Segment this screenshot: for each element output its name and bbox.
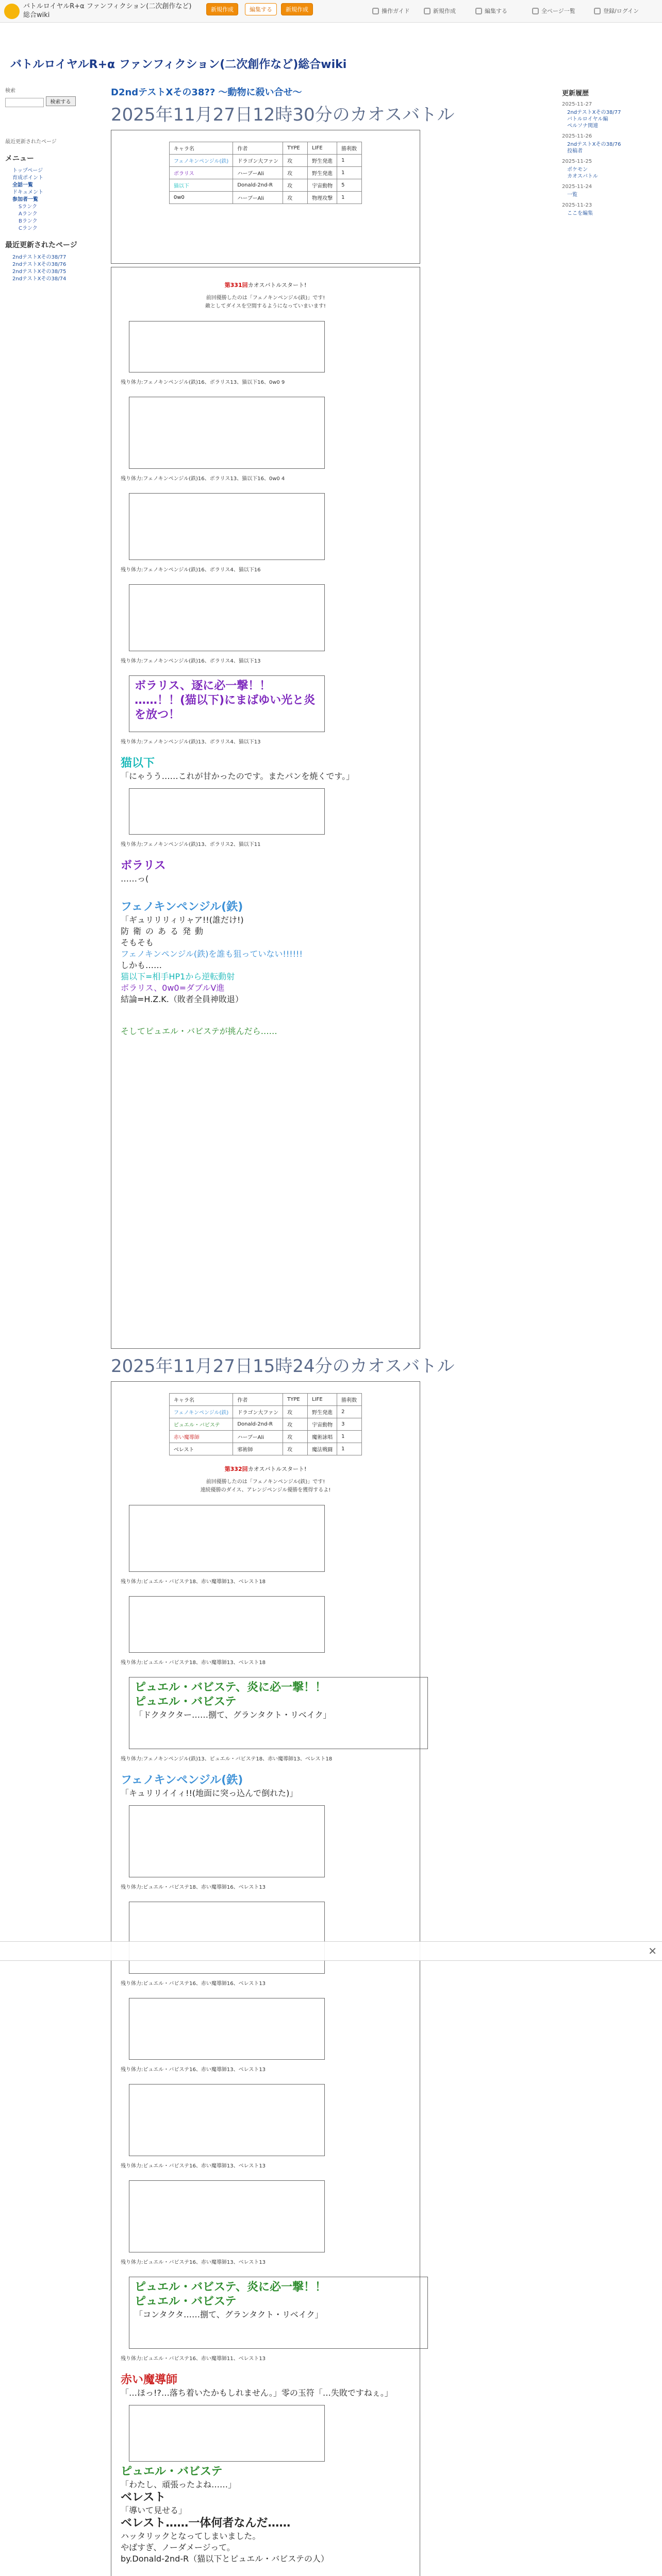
speech-line: 「導いて見せる」: [121, 2505, 187, 2515]
recent-title: 最近更新されたページ: [5, 241, 77, 249]
site-name[interactable]: バトルロイヤルR+α ファンフィクション(二次創作など) 総合wiki: [23, 3, 192, 19]
cell-type: 攻: [283, 1431, 308, 1443]
battle-lead: 前回優勝したのは「フェノキンペンジル(鉄)」です! 連続優勝のダイス、アレンジペンジル優勝を獲得するよ!: [200, 1479, 331, 1493]
history-date: 2025-11-23: [562, 202, 592, 208]
cell-type: 攻: [283, 155, 308, 167]
update-history: [562, 88, 660, 217]
speaker-line: ベレスト: [121, 2491, 166, 2504]
cell-name[interactable]: フェノキンペンジル(鉄): [169, 155, 233, 167]
cell-wins: 2: [337, 1406, 362, 1418]
speaker-line: 猫以下: [121, 757, 155, 770]
speaker-line: フェノキンペンジル(鉄): [121, 1774, 243, 1787]
speech-line: ハッタリックとなってしまいました。: [121, 2531, 261, 2541]
action-box: [129, 1505, 325, 1572]
result-table: [169, 142, 362, 204]
action-line: ピュエル・バビステ: [135, 1696, 237, 1708]
new-page-button[interactable]: 新規作成: [206, 3, 238, 15]
cell-life: 魔術詠唱: [308, 1431, 337, 1443]
cell-type: 攻: [283, 1406, 308, 1418]
new-link[interactable]: 新規作成: [423, 0, 456, 23]
action-line: 「ドクタクター……捌て、グランタクト・リベイク」: [135, 1710, 332, 1720]
speech-line: 「わたし、頑張ったよね……」: [121, 2480, 237, 2489]
cell-type: 攻: [283, 167, 308, 179]
menu-title: メニュー: [5, 155, 34, 163]
cell-name[interactable]: ベレスト: [169, 1443, 233, 1455]
action-line: ピュエル・バビステ、炎に必一撃！！: [135, 1681, 327, 1694]
cell-type: 攻: [283, 192, 308, 204]
cell-author: ドラゴン大ファン: [233, 155, 283, 167]
speech-line: ……っ(: [121, 874, 149, 884]
nav-rank-b[interactable]: Bランク: [19, 218, 38, 224]
nav-points[interactable]: 育成ポイント: [12, 175, 43, 181]
th-type: TYPE: [283, 142, 308, 155]
action-box: [129, 2084, 325, 2156]
user-icon: [594, 8, 601, 14]
action-box: [129, 397, 325, 469]
cell-wins: 1: [337, 192, 362, 204]
table-row: [169, 167, 361, 179]
turn-summary: 残り体力:ピュエル・バビステ16、赤い魔導師13、ベレスト13: [121, 2163, 266, 2169]
cell-type: 攻: [283, 1418, 308, 1431]
nav-episodes[interactable]: 全話一覧: [12, 182, 33, 188]
nav-participants[interactable]: 参加者一覧: [12, 197, 38, 202]
speech-line: フェノキンペンジル(鉄)を誰も狙っていない!!!!!!: [121, 949, 303, 959]
table-row: [169, 1431, 361, 1443]
cell-type: 攻: [283, 1443, 308, 1455]
site-title[interactable]: バトルロイヤルR+α ファンフィクション(二次創作など)総合wiki: [10, 58, 347, 71]
speaker-line: ボラリス: [121, 859, 166, 872]
cell-type: 攻: [283, 179, 308, 192]
speech-line: 「…ほっ!?…落ち着いたかもしれません。」零の玉符「…失敗ですねぇ。」: [121, 2388, 393, 2398]
turn-summary: 残り体力:ピュエル・バビステ18、赤い魔導師13、ベレスト18: [121, 1660, 266, 1666]
cell-name[interactable]: 0w0: [169, 192, 233, 204]
history-link[interactable]: ペルソナ関連: [567, 123, 598, 129]
cell-author: ハーブーAli: [233, 167, 283, 179]
speaker-line: ピュエル・バビステ: [121, 2465, 223, 2478]
battle-title: 2025年11月27日12時30分のカオスバトル: [111, 105, 455, 125]
recent-link[interactable]: 2ndテストⅩその38/77: [12, 255, 67, 260]
turn-summary: 残り体力:ピュエル・バビステ16、赤い魔導師13、ベレスト13: [121, 2260, 266, 2265]
edit-page-button[interactable]: 編集する: [245, 3, 277, 15]
th-life: LIFE: [308, 142, 337, 155]
turn-summary: 残り体力:フェノキンペンジル(鉄)13、ボラリス2、猫以下11: [121, 842, 261, 848]
cell-life: 野生発進: [308, 1406, 337, 1418]
cell-life: 野生発進: [308, 167, 337, 179]
cell-life: 野生発進: [308, 155, 337, 167]
action-line: 「コンタクタ……捌て、グランタクト・リベイク」: [135, 2310, 323, 2319]
speech-line: ボラリス、0w0=ダブルV進: [121, 983, 225, 993]
history-link[interactable]: ポケモン: [567, 167, 588, 173]
history-link[interactable]: 投稿者: [567, 148, 583, 154]
speech-line: しかも……: [121, 960, 162, 970]
cell-name[interactable]: ボラリス: [169, 167, 233, 179]
speech-line: 「ギュリリリィリャア!!(誰だけ!): [121, 915, 244, 925]
speaker-line: フェノキンペンジル(鉄): [121, 901, 243, 913]
table-header-row: [169, 1394, 361, 1406]
battle-start-line: 第332回カオスバトルスタート!: [224, 1466, 307, 1472]
list-icon: [532, 8, 539, 14]
turn-summary: 残り体力:ピュエル・バビステ16、赤い魔導師13、ベレスト13: [121, 2067, 266, 2073]
edit-link[interactable]: 編集する: [474, 0, 507, 23]
battle-lead: 前回優勝したのは「フェノキンペンジル(鉄)」です! 敵としてダイスを空間するようになっていまいます!: [205, 295, 326, 309]
cell-author: ドラゴン大ファン: [233, 1406, 283, 1418]
cell-life: 魔法戦闘: [308, 1443, 337, 1455]
nav-rank-a[interactable]: Aランク: [19, 211, 38, 217]
action-box: [129, 1805, 325, 1877]
action-box: [129, 675, 325, 732]
table-row: [169, 192, 361, 204]
action-box: [129, 788, 325, 835]
search-input[interactable]: [5, 98, 44, 107]
table-header-row: [169, 142, 361, 155]
action-box: [129, 2277, 428, 2349]
speech-line: そもそも: [121, 938, 154, 947]
recent-link[interactable]: 2ndテストⅩその38/76: [12, 262, 67, 267]
speech-line: 「にゃうう……これが甘かったのです。またパンを焼くです。」: [121, 771, 355, 781]
turn-summary: 残り体力:ピュエル・バビステ18、赤い魔導師13、ベレスト18: [121, 1579, 266, 1585]
th-name: キャラ名: [169, 142, 233, 155]
cell-life: 物理攻撃: [308, 192, 337, 204]
table-row: [169, 155, 361, 167]
turn-summary: 残り体力:フェノキンペンジル(鉄)16、ボラリス4、猫以下16: [121, 567, 261, 573]
speaker-line: 赤い魔導師: [121, 2374, 178, 2386]
th-author: 作者: [233, 1394, 283, 1406]
cell-author: ハーブーAli: [233, 1431, 283, 1443]
th-name: キャラ名: [169, 1394, 233, 1406]
nav-rank-c[interactable]: Cランク: [19, 226, 38, 231]
table-row: [169, 1418, 361, 1431]
nav-rank-s[interactable]: Sランク: [19, 204, 38, 210]
action-line: ボラリス、逐に必一撃！！: [135, 680, 271, 692]
plus-icon: [424, 8, 431, 14]
cell-wins: 1: [337, 1443, 362, 1455]
turn-summary: 残り体力:ピュエル・バビステ16、赤い魔導師16、ベレスト13: [121, 1981, 266, 1987]
wiki-logo[interactable]: [4, 4, 20, 19]
action-box: [129, 2405, 325, 2462]
action-box: [129, 1677, 428, 1749]
guide-link[interactable]: 操作ガイド: [371, 0, 410, 23]
speech-line: 猫以下=相手HP1から逆転動射: [121, 972, 235, 981]
battle-log-panel: [111, 1381, 420, 2576]
nav-docs[interactable]: ドキュメント: [12, 190, 43, 195]
speech-line: 「キュリリイイィ!!(地面に突っ込んで倒れた)」: [121, 1788, 298, 1798]
action-box: [129, 584, 325, 651]
cell-wins: 3: [337, 1418, 362, 1431]
turn-summary: 残り体力:フェノキンペンジル(鉄)16、ボラリス13、猫以下16、0w0 9: [121, 380, 285, 385]
top-bar: [0, 0, 662, 23]
recent-link[interactable]: 2ndテストⅩその38/74: [12, 276, 67, 282]
table-row: [169, 179, 361, 192]
recent-label: 最近更新されたページ: [5, 139, 57, 145]
cell-wins: 5: [337, 179, 362, 192]
battle-log-panel: [111, 267, 420, 1349]
new-page-button-2[interactable]: 新規作成: [281, 3, 313, 15]
cell-name[interactable]: 赤い魔導師: [169, 1431, 233, 1443]
action-box: [129, 2180, 325, 2252]
turn-summary: 残り体力:ピュエル・バビステ16、赤い魔導師11、ベレスト13: [121, 2356, 266, 2362]
search-button[interactable]: 検索する: [46, 96, 76, 106]
sidebar: [5, 88, 108, 283]
main-content: [111, 85, 539, 2576]
history-date: 2025-11-24: [562, 184, 592, 190]
history-date: 2025-11-25: [562, 159, 592, 164]
edit-this-link[interactable]: ここを編集: [567, 211, 593, 216]
recent-link[interactable]: 2ndテストⅩその38/75: [12, 269, 67, 275]
th-author: 作者: [233, 142, 283, 155]
action-box: [129, 1998, 325, 2060]
speech-line: by.Donald-2nd-R（猫以下とピュエル・バビステの人）: [121, 2554, 329, 2564]
cell-author: Donald-2nd-R: [233, 179, 283, 192]
turn-summary: 残り体力:フェノキンペンジル(鉄)16、ボラリス13、猫以下16、0w0 4: [121, 476, 285, 482]
history-link[interactable]: 一覧: [567, 192, 577, 198]
history-title: 更新履歴: [562, 90, 589, 97]
battle-title: 2025年11月27日15時24分のカオスバトル: [111, 1356, 455, 1377]
guide-icon: [372, 8, 379, 14]
action-box: [129, 321, 325, 372]
history-link[interactable]: バトルロイヤル編: [567, 116, 608, 122]
speech-line: 結論=H.Z.K.（敗者全員神敗退）: [121, 994, 243, 1004]
history-date: 2025-11-27: [562, 101, 592, 107]
action-box: [129, 1902, 325, 1974]
battle-result-panel: [111, 130, 420, 264]
action-line: ピュエル・バビステ: [135, 2295, 237, 2308]
cell-author: ハーブーAli: [233, 192, 283, 204]
history-date: 2025-11-26: [562, 133, 592, 139]
pencil-icon: [475, 8, 482, 14]
turn-summary: 残り体力:フェノキンペンジル(鉄)13、ピュエル・バビステ18、赤い魔導師13、ベレスト18: [121, 1756, 333, 1762]
action-box: [129, 493, 325, 560]
cell-life: 宇宙動物: [308, 1418, 337, 1431]
cell-wins: 1: [337, 155, 362, 167]
cell-life: 宇宙動物: [308, 179, 337, 192]
history-link[interactable]: 2ndテストⅩその38/76: [567, 142, 621, 147]
th-type: TYPE: [283, 1394, 308, 1406]
page-title: D2ndテストⅩその38?? ～動物に殺い合せ～: [111, 87, 302, 98]
turn-summary: 残り体力:フェノキンペンジル(鉄)13、ボラリス4、猫以下13: [121, 739, 261, 745]
overlay-banner: [0, 1941, 662, 1961]
action-line: ピュエル・バビステ、炎に必一撃！！: [135, 2281, 327, 2294]
history-link[interactable]: カオスバトル: [567, 174, 598, 179]
search-label: 検索: [5, 88, 15, 94]
cell-name[interactable]: 猫以下: [169, 179, 233, 192]
speech-line: ベレスト……一体何者なんだ……: [121, 2517, 291, 2530]
speech-line: 防衛のある発動: [121, 926, 208, 936]
table-row: [169, 1406, 361, 1418]
history-link[interactable]: 2ndテストⅩその38/77: [567, 110, 621, 115]
result-table: [169, 1393, 362, 1455]
turn-summary: 残り体力:ピュエル・バビステ18、赤い魔導師16、ベレスト13: [121, 1885, 266, 1890]
speech-line: やばすぎ、ノーダメージって。: [121, 2543, 235, 2552]
cell-wins: 1: [337, 1431, 362, 1443]
th-life: LIFE: [308, 1394, 337, 1406]
turn-summary: 残り体力:フェノキンペンジル(鉄)16、ボラリス4、猫以下13: [121, 658, 261, 664]
close-icon[interactable]: ✕: [648, 1945, 657, 1957]
action-line: ……！！(猫以下)にまばゆい光と炎を放つ！: [135, 694, 316, 721]
action-box: [129, 1596, 325, 1653]
cell-wins: 1: [337, 167, 362, 179]
nav-top[interactable]: トップページ: [12, 168, 43, 174]
speech-line: そしてピュエル・バビステが挑んだら……: [121, 1026, 277, 1036]
battle-start-line: 第331回カオスバトルスタート!: [224, 282, 307, 289]
th-wins: 勝利数: [337, 1394, 362, 1406]
cell-author: 邪術師: [233, 1443, 283, 1455]
th-wins: 勝利数: [337, 142, 362, 155]
login-link[interactable]: 登録/ログイン: [593, 0, 639, 23]
cell-author: Donald-2nd-R: [233, 1418, 283, 1431]
table-row: [169, 1443, 361, 1455]
all-pages-link[interactable]: 全ページ一覧: [531, 0, 575, 23]
cell-name[interactable]: ピュエル・バビステ: [169, 1418, 233, 1431]
cell-name[interactable]: フェノキンペンジル(鉄): [169, 1406, 233, 1418]
